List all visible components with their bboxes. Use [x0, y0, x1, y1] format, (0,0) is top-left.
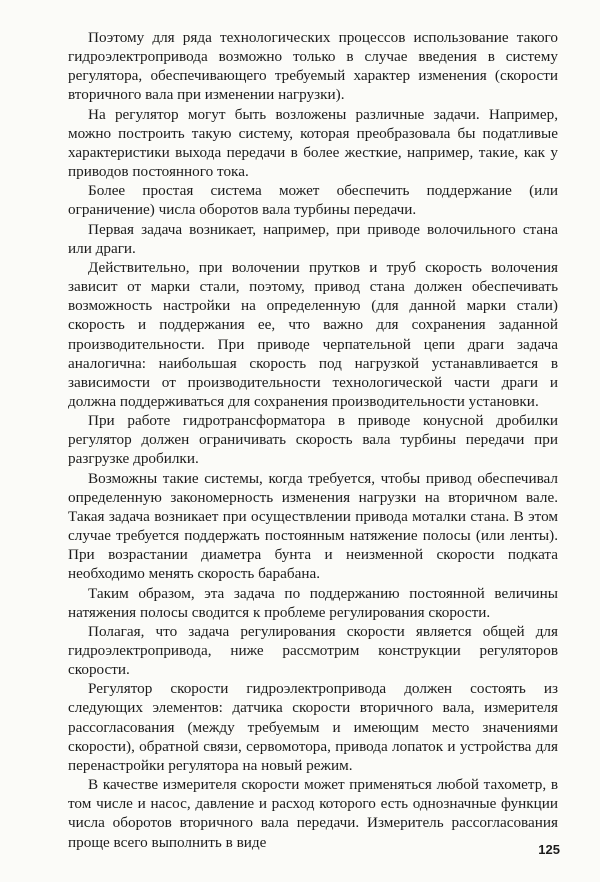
paragraph: Возможны такие системы, когда требуется, чтобы привод обеспечивал определенную закономерность изменения нагрузки на вторичном вале. Такая задача возникает при осуществлении привода моталки стана. В этом случае требуется поддержать постоянным натяжение полосы (или ленты). При возрастании диаметра бунта и неизменной скорости подката необходимо менять скорость барабана.: [68, 469, 558, 583]
paragraph: В качестве измерителя скорости может применяться любой тахометр, в том числе и насос, давление и расход которого есть однозначные функции числа оборотов вторичного вала передачи. Измеритель рассогласования проще всего выполнить в виде: [68, 776, 558, 851]
paragraph: При работе гидротрансформатора в приводе конусной дробилки регулятор должен ограничивать скорость вала турбины передачи при разгрузке дробилки.: [68, 412, 558, 468]
paragraph: Таким образом, эта задача по поддержанию постоянной величины натяжения полосы сводится к проблеме регулирования скорости.: [68, 584, 558, 621]
paragraph: Первая задача возникает, например, при приводе волочильного стана или драги.: [68, 220, 558, 257]
body-text: [68, 28, 558, 852]
paragraph: На регулятор могут быть возложены различные задачи. Например, можно построить такую систему, которая преобразовала бы податливые характеристики выхода передачи в более жесткие, например, такие, как у приводов постоянного тока.: [68, 105, 558, 181]
paragraph: Действительно, при волочении прутков и труб скорость волочения зависит от марки стали, поэтому, привод стана должен обеспечивать возможность настройки на определенную (для данной марки стали) скорость и поддержания ее, что важно для сохранения заданной производительности. При приводе черпательной цепи драги задача аналогична: наибольшая скорость под нагрузкой устанавливается в зависимости от производительности технологической части драги и должна поддерживаться для сохранения производительности установки.: [68, 258, 558, 410]
page-number: 125: [538, 842, 560, 857]
paragraph: Более простая система может обеспечить поддержание (или ограничение) числа оборотов вала турбины передачи.: [68, 182, 558, 219]
paragraph: Поэтому для ряда технологических процессов использование такого гидроэлектропривода возможно только в случае введения в систему регулятора, обеспечивающего требуемый характер изменения (скорости вторичного вала при изменении нагрузки).: [68, 29, 558, 104]
paragraph: Регулятор скорости гидроэлектропривода должен состоять из следующих элементов: датчика скорости вторичного вала, измерителя рассогласования (между требуемым и имеющим место значениями скорости), обратной связи, сервомотора, привода лопаток и устройства для перенастройки регулятора на новый режим.: [68, 680, 558, 774]
paragraph: Полагая, что задача регулирования скорости является общей для гидроэлектропривода, ниже рассмотрим конструкции регуляторов скорости.: [68, 622, 558, 679]
